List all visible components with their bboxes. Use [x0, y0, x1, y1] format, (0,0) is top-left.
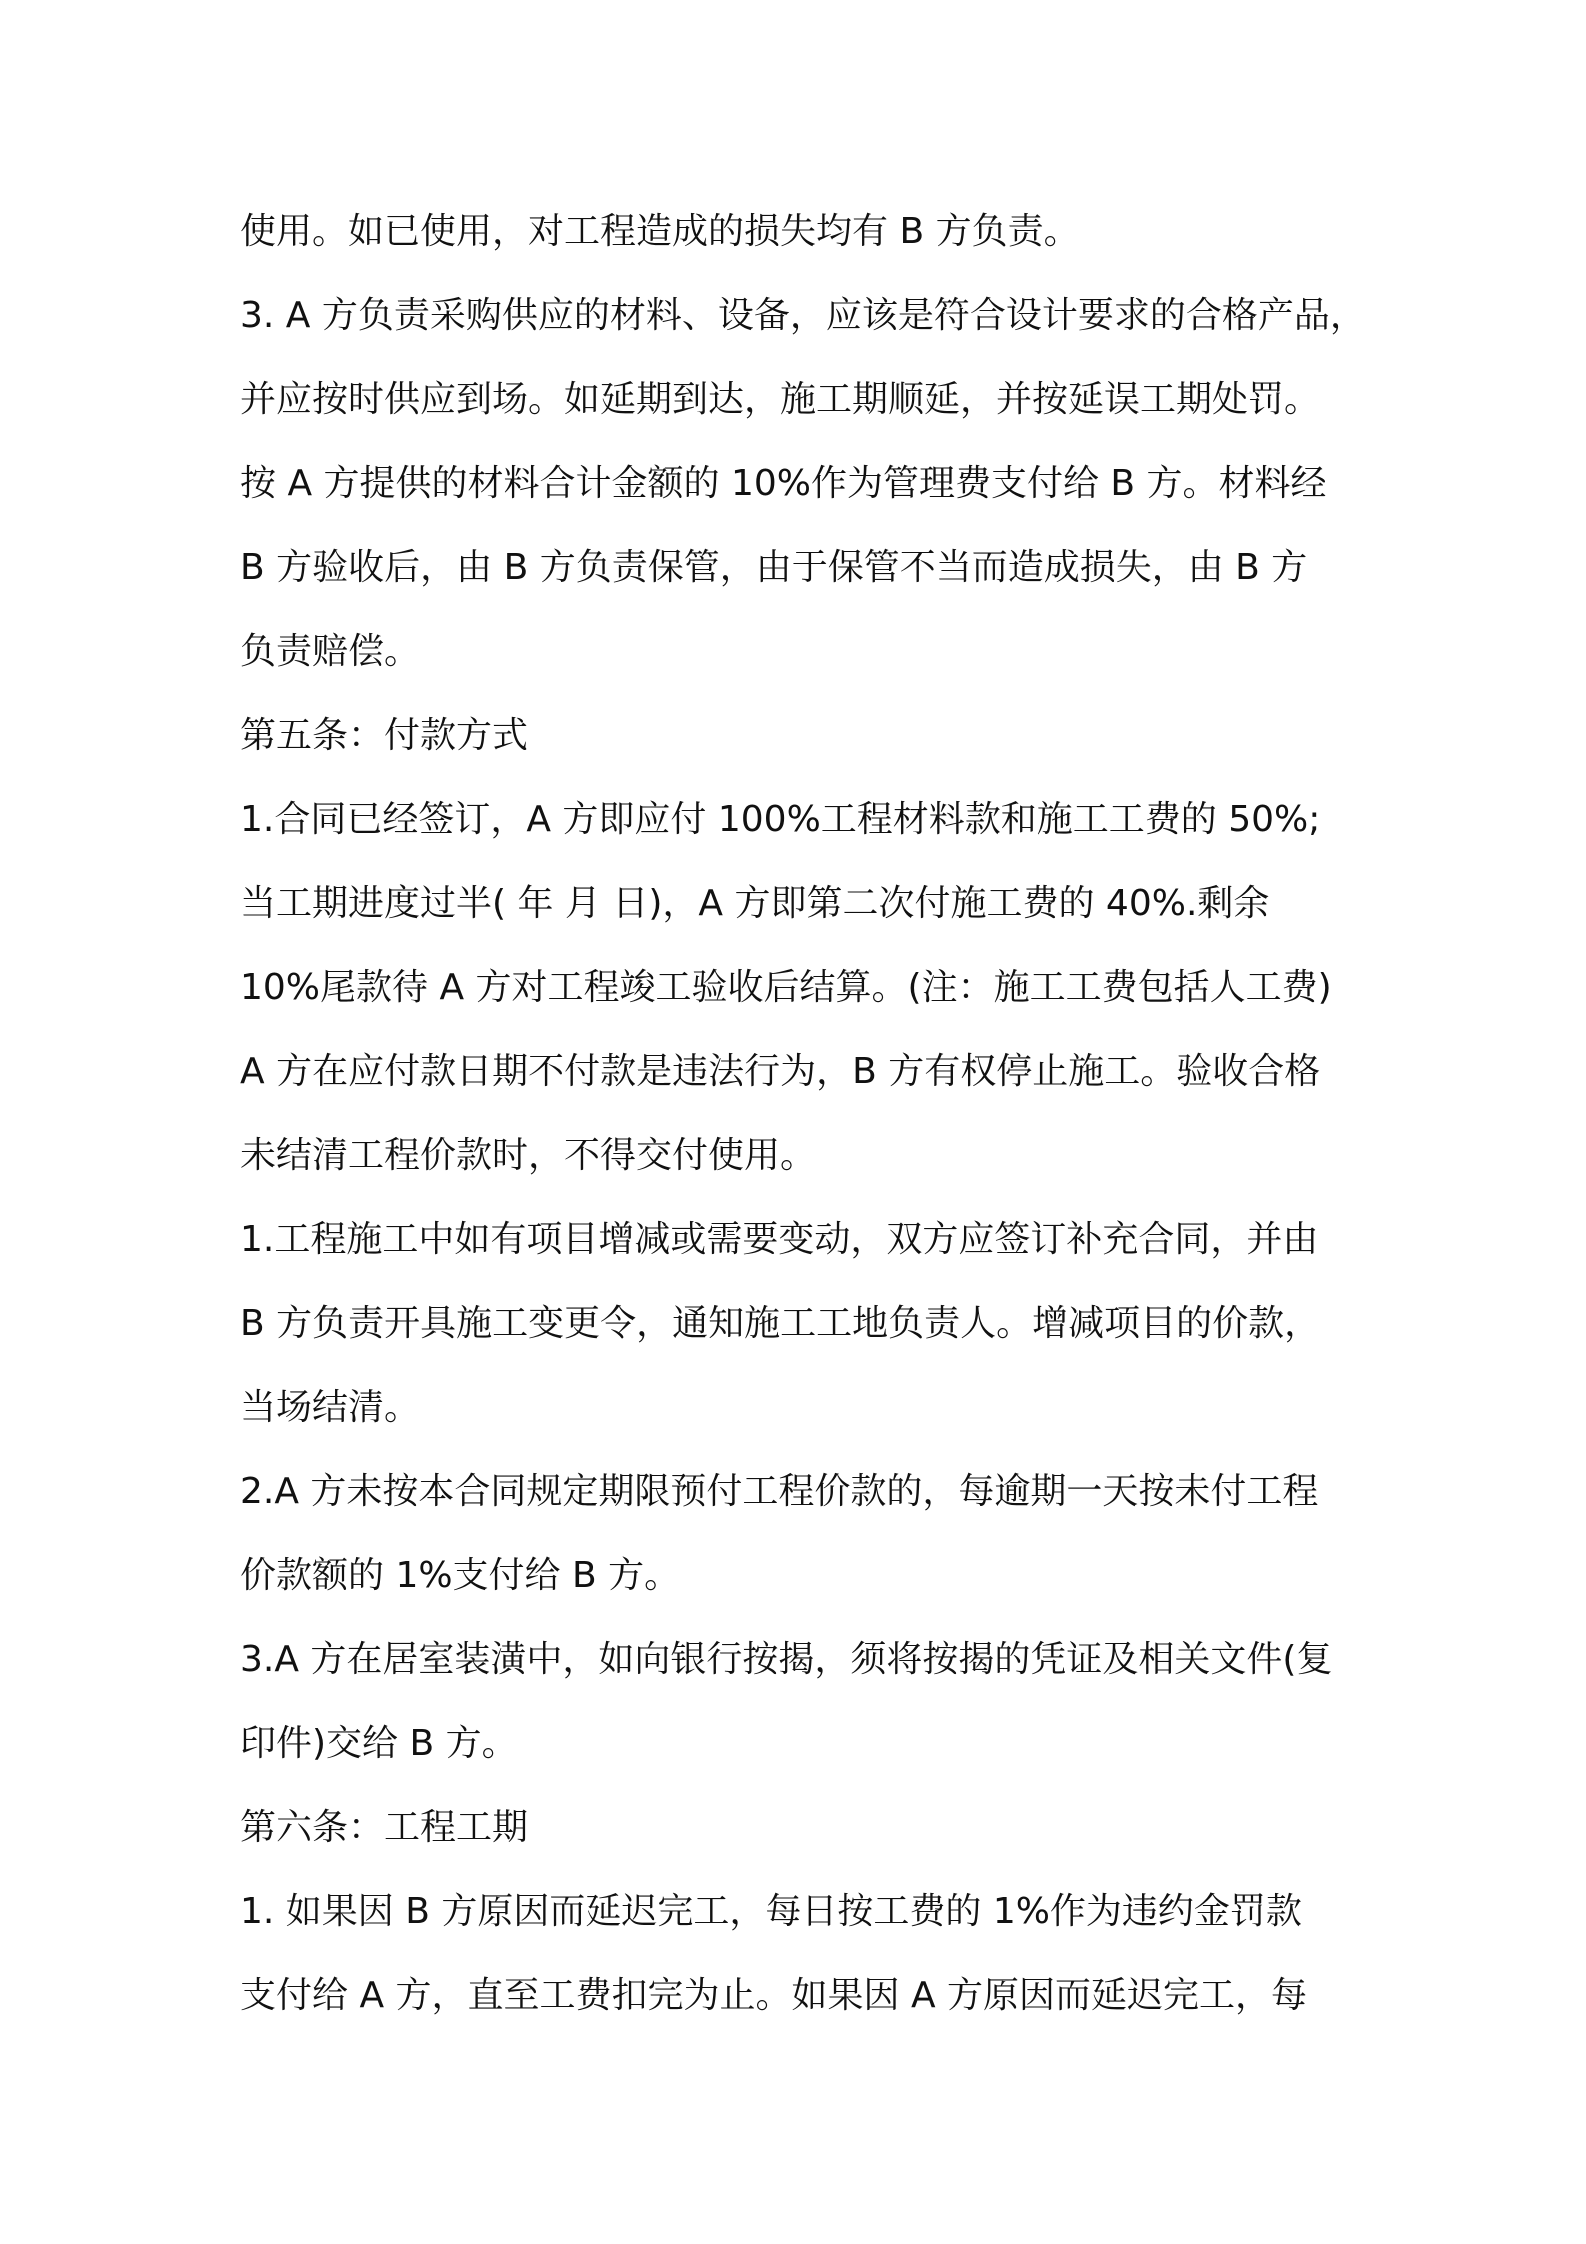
paragraph-line: 1.合同已经签订，A 方即应付 100%工程材料款和施工工费的 50%;: [240, 799, 1321, 840]
paragraph-line: 负责赔偿。: [240, 631, 421, 672]
document-body: [240, 190, 1366, 2038]
paragraph-line: 印件)交给 B 方。: [240, 1723, 518, 1764]
paragraph-line: A 方在应付款日期不付款是违法行为，B 方有权停止施工。验收合格: [240, 1051, 1321, 1092]
paragraph-line: 1.工程施工中如有项目增减或需要变动，双方应签订补充合同，并由: [240, 1219, 1319, 1260]
paragraph-line: B 方负责开具施工变更令，通知施工工地负责人。增减项目的价款，: [240, 1303, 1321, 1344]
paragraph-line: 当场结清。: [240, 1387, 421, 1428]
paragraph-line: 10%尾款待 A 方对工程竣工验收后结算。(注：施工工费包括人工费): [240, 967, 1332, 1008]
section-heading-article-6: 第六条：工程工期: [240, 1807, 529, 1848]
paragraph-line: 价款额的 1%支付给 B 方。: [240, 1555, 681, 1596]
paragraph-line: 支付给 A 方，直至工费扣完为止。如果因 A 方原因而延迟完工，每: [240, 1975, 1308, 2016]
paragraph-line: 按 A 方提供的材料合计金额的 10%作为管理费支付给 B 方。材料经: [240, 463, 1327, 504]
paragraph-line: 1. 如果因 B 方原因而延迟完工，每日按工费的 1%作为违约金罚款: [240, 1891, 1302, 1932]
paragraph-line: 并应按时供应到场。如延期到达，施工期顺延，并按延误工期处罚。: [240, 379, 1321, 420]
section-heading-article-5: 第五条：付款方式: [240, 715, 529, 756]
paragraph-line: 3.A 方在居室装潢中，如向银行按揭，须将按揭的凭证及相关文件(复: [240, 1639, 1333, 1680]
paragraph-line: 未结清工程价款时，不得交付使用。: [240, 1135, 817, 1176]
paragraph-line: B 方验收后，由 B 方负责保管，由于保管不当而造成损失，由 B 方: [240, 547, 1308, 588]
paragraph-line: 2.A 方未按本合同规定期限预付工程价款的，每逾期一天按未付工程: [240, 1471, 1319, 1512]
paragraph-line: 使用。如已使用，对工程造成的损失均有 B 方负责。: [240, 211, 1080, 252]
paragraph-line: 当工期进度过半( 年 月 日)，A 方即第二次付施工费的 40%.剩余: [240, 883, 1270, 924]
paragraph-line: 3. A 方负责采购供应的材料、设备，应该是符合设计要求的合格产品，: [240, 295, 1366, 336]
